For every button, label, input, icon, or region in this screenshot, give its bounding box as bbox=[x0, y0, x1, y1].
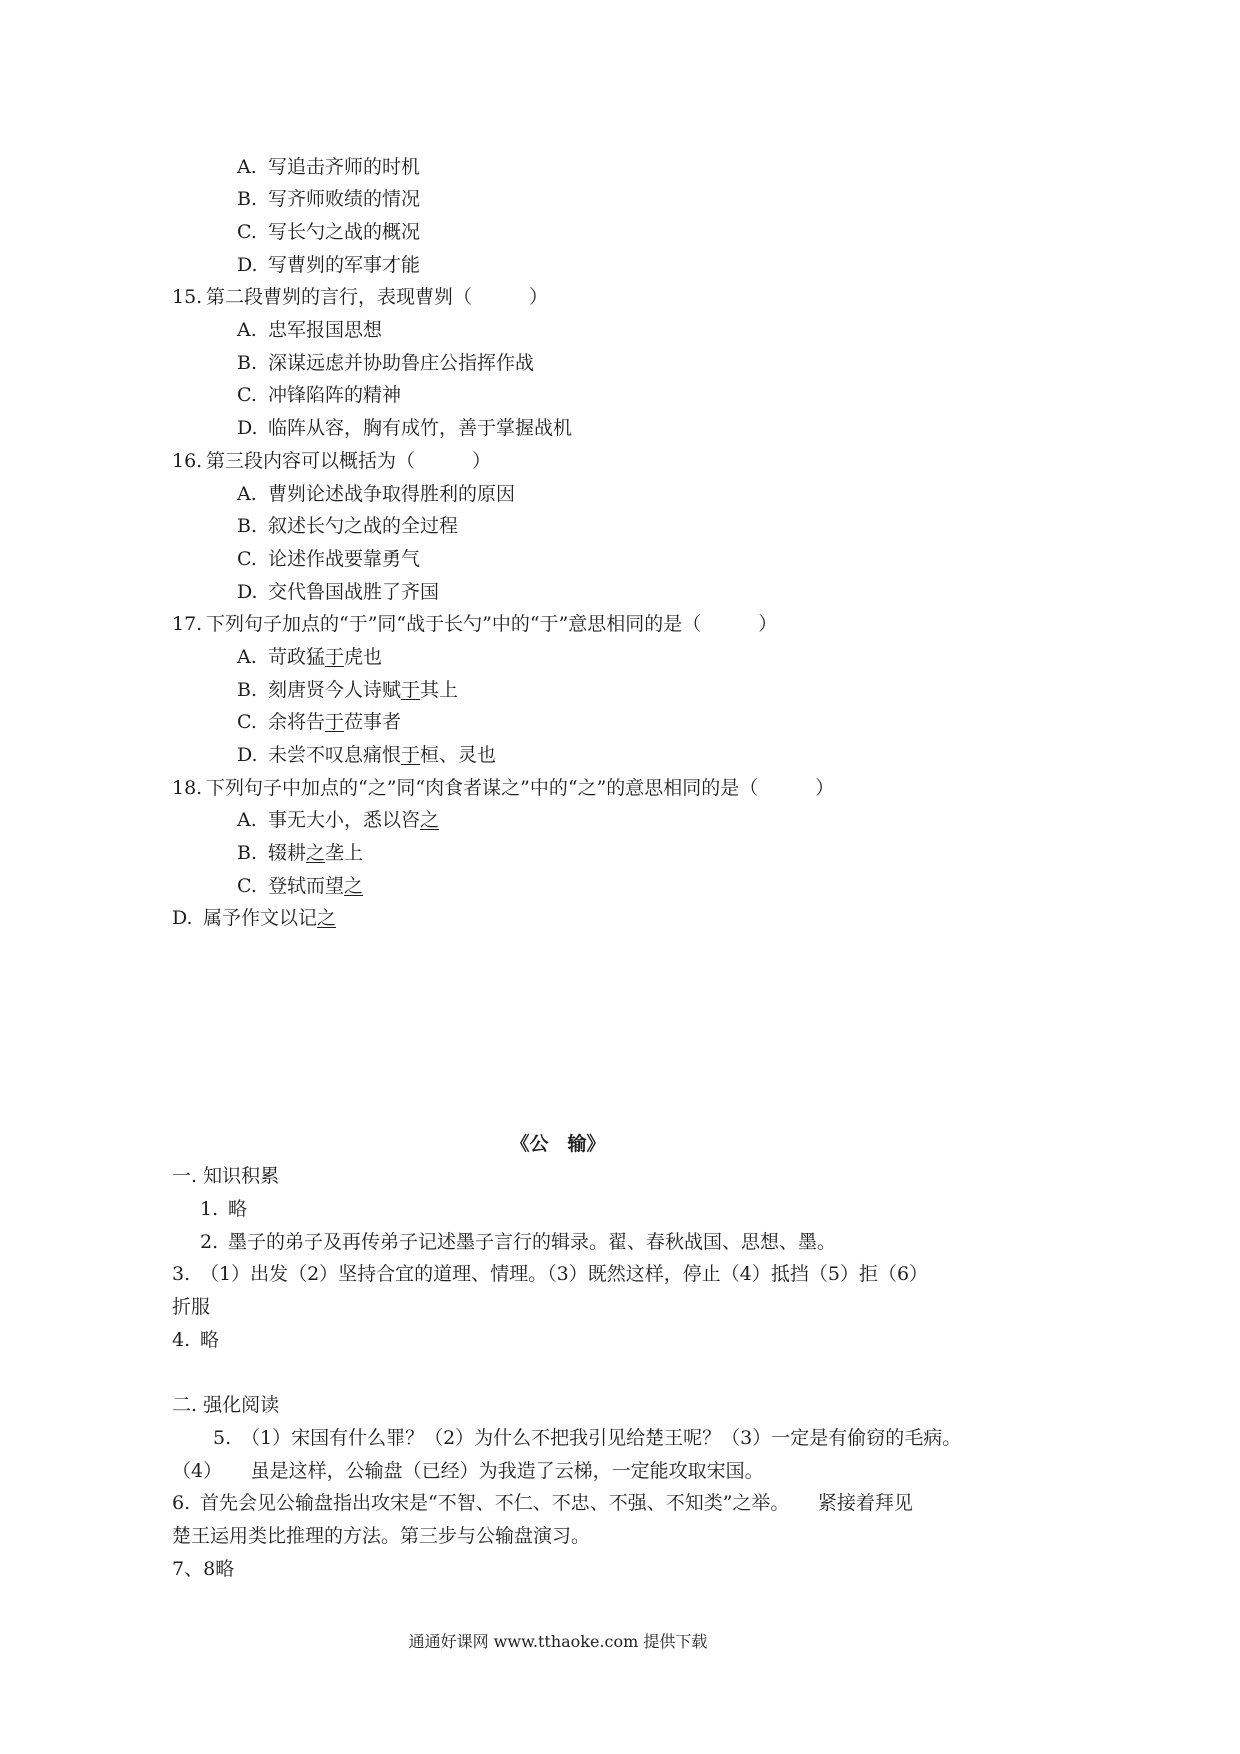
q16-option-b bbox=[172, 510, 944, 543]
option-text: 论述作战要靠勇气 bbox=[268, 547, 421, 570]
answer-item-2 bbox=[172, 1226, 944, 1259]
option-text-before: 余将告 bbox=[268, 711, 326, 734]
option-text: 忠军报国思想 bbox=[268, 319, 383, 342]
item-number: 4. bbox=[172, 1328, 191, 1351]
q15-option-d bbox=[172, 412, 944, 445]
option-label: A. bbox=[237, 809, 257, 832]
marked-character: 于 bbox=[325, 711, 345, 734]
q16-stem bbox=[172, 445, 944, 478]
option-label: B. bbox=[237, 188, 258, 211]
question-number: 15. bbox=[172, 286, 203, 309]
q16-option-a bbox=[172, 478, 944, 511]
option-label: C. bbox=[237, 711, 257, 734]
option-label: D. bbox=[237, 744, 258, 767]
answer-item-3 bbox=[172, 1258, 944, 1291]
option-text: 写齐师败绩的情况 bbox=[268, 188, 421, 211]
option-label: A. bbox=[237, 482, 257, 505]
option-text: 深谋远虑并协助鲁庄公指挥作战 bbox=[268, 351, 535, 374]
item-number: 3. bbox=[172, 1263, 191, 1286]
question-text: 下列句子中加点的“之”同“肉食者谋之”中的“之”的意思相同的是（ ） bbox=[206, 776, 835, 799]
q18-option-a bbox=[172, 804, 944, 837]
question-number: 17. bbox=[172, 613, 203, 636]
answer-item-3-continued: 折服 bbox=[172, 1296, 211, 1319]
option-label: B. bbox=[237, 351, 258, 374]
option-text-before: 辍耕 bbox=[268, 842, 307, 865]
q16-option-d bbox=[172, 576, 944, 609]
option-label: A. bbox=[237, 319, 257, 342]
marked-character: 于 bbox=[325, 645, 345, 668]
option-label: A. bbox=[237, 155, 257, 178]
q14-option-b bbox=[172, 183, 944, 216]
item-text: 首先会见公输盘指出攻宋是“不智、不仁、不忠、不强、不知类”之举。 紧接着拜见 bbox=[200, 1492, 913, 1515]
option-text-after: 桓、灵也 bbox=[420, 744, 497, 767]
q16-option-c bbox=[172, 543, 944, 576]
section-title: 《公 输》 bbox=[510, 1132, 606, 1155]
option-text-after: 莅事者 bbox=[344, 711, 402, 734]
option-text-before: 未尝不叹息痛恨 bbox=[268, 744, 402, 767]
option-label: C. bbox=[237, 874, 257, 897]
answer-item-4 bbox=[172, 1324, 944, 1357]
marked-character: 于 bbox=[401, 744, 421, 767]
q14-option-c bbox=[172, 216, 944, 249]
answer-item-5 bbox=[172, 1422, 962, 1455]
answer-item-6-continued: 楚王运用类比推理的方法。第三步与公输盘演习。 bbox=[172, 1524, 591, 1547]
option-label: D. bbox=[172, 907, 193, 930]
question-text: 第三段内容可以概括为（ ） bbox=[206, 449, 492, 472]
option-text-before: 事无大小，悉以咨 bbox=[268, 809, 421, 832]
multiple-choice-section bbox=[172, 151, 944, 936]
marked-character: 之 bbox=[306, 842, 326, 865]
page-footer: 通通好课网 www.tthaoke.com 提供下载 bbox=[408, 1632, 708, 1651]
knowledge-heading: 一. 知识积累 bbox=[172, 1165, 280, 1188]
option-label: C. bbox=[237, 221, 257, 244]
question-number: 16. bbox=[172, 449, 203, 472]
question-text: 下列句子加点的“于”同“战于长勺”中的“于”意思相同的是（ ） bbox=[206, 613, 778, 636]
option-label: B. bbox=[237, 678, 258, 701]
q15-option-b bbox=[172, 347, 944, 380]
q15-option-a bbox=[172, 314, 944, 347]
q18-option-b bbox=[172, 837, 944, 870]
option-text-before: 属予作文以记 bbox=[203, 907, 318, 930]
answer-item-5-continued: （4） 虽是这样，公输盘（已经）为我造了云梯，一定能攻取宋国。 bbox=[172, 1459, 764, 1482]
option-text: 叙述长勺之战的全过程 bbox=[268, 515, 459, 538]
q17-stem bbox=[172, 608, 944, 641]
item-text: 略 bbox=[200, 1328, 220, 1351]
option-label: C. bbox=[237, 384, 257, 407]
option-label: B. bbox=[237, 842, 258, 865]
item-number: 2. bbox=[200, 1230, 219, 1253]
answer-item-6 bbox=[172, 1487, 944, 1520]
q18-option-c bbox=[172, 870, 944, 903]
item-number: 5. bbox=[213, 1426, 232, 1449]
question-text: 第二段曹刿的言行，表现曹刿（ ） bbox=[206, 286, 549, 309]
marked-character: 之 bbox=[344, 874, 364, 897]
item-number: 7、8 bbox=[172, 1557, 216, 1580]
option-text: 临阵从容，胸有成竹，善于掌握战机 bbox=[268, 417, 573, 440]
reading-heading: 二. 强化阅读 bbox=[172, 1394, 280, 1417]
option-label: C. bbox=[237, 547, 257, 570]
answer-item-7-8 bbox=[172, 1553, 944, 1586]
blank-line bbox=[172, 1356, 944, 1389]
item-text: （1）出发（2）坚持合宜的道理、情理。（3）既然这样，停止（4）抵挡（5）拒（6） bbox=[200, 1263, 929, 1286]
q14-option-d bbox=[172, 249, 944, 282]
marked-character: 之 bbox=[420, 809, 440, 832]
option-text: 写追击齐师的时机 bbox=[268, 155, 421, 178]
q15-option-c bbox=[172, 379, 944, 412]
q18-option-d bbox=[172, 902, 944, 935]
gongshu-answers-section bbox=[172, 1128, 962, 1586]
option-label: D. bbox=[237, 417, 258, 440]
q14-option-a bbox=[172, 151, 944, 184]
option-text: 冲锋陷阵的精神 bbox=[268, 384, 402, 407]
option-label: A. bbox=[237, 645, 257, 668]
item-text: 略 bbox=[228, 1198, 248, 1221]
item-text: 墨子的弟子及再传弟子记述墨子言行的辑录。翟、春秋战国、思想、墨。 bbox=[228, 1230, 837, 1253]
item-number: 6. bbox=[172, 1492, 191, 1515]
option-text-after: 虎也 bbox=[344, 645, 383, 668]
q17-option-d bbox=[172, 739, 944, 772]
option-text: 曹刿论述战争取得胜利的原因 bbox=[268, 482, 516, 505]
option-label: B. bbox=[237, 515, 258, 538]
option-label: D. bbox=[237, 580, 258, 603]
option-text-after: 其上 bbox=[420, 678, 459, 701]
q15-stem bbox=[172, 281, 944, 314]
option-text-before: 登轼而望 bbox=[268, 874, 345, 897]
question-number: 18. bbox=[172, 776, 203, 799]
option-label: D. bbox=[237, 253, 258, 276]
option-text: 写曹刿的军事才能 bbox=[268, 253, 421, 276]
q18-stem bbox=[172, 772, 944, 805]
q17-option-c bbox=[172, 706, 944, 739]
item-number: 1. bbox=[200, 1198, 219, 1221]
q17-option-b bbox=[172, 674, 944, 707]
option-text: 交代鲁国战胜了齐国 bbox=[268, 580, 440, 603]
item-text: （1）宋国有什么罪？（2）为什么不把我引见给楚王呢？（3）一定是有偷窃的毛病。 bbox=[241, 1426, 962, 1449]
answer-item-1 bbox=[172, 1193, 944, 1226]
marked-character: 之 bbox=[317, 907, 337, 930]
q17-option-a bbox=[172, 641, 944, 674]
option-text-after: 垄上 bbox=[325, 842, 364, 865]
option-text: 写长勺之战的概况 bbox=[268, 221, 421, 244]
marked-character: 于 bbox=[401, 678, 421, 701]
option-text-before: 刻唐贤今人诗赋 bbox=[268, 678, 402, 701]
item-text: 略 bbox=[215, 1557, 235, 1580]
option-text-before: 苛政猛 bbox=[268, 645, 326, 668]
